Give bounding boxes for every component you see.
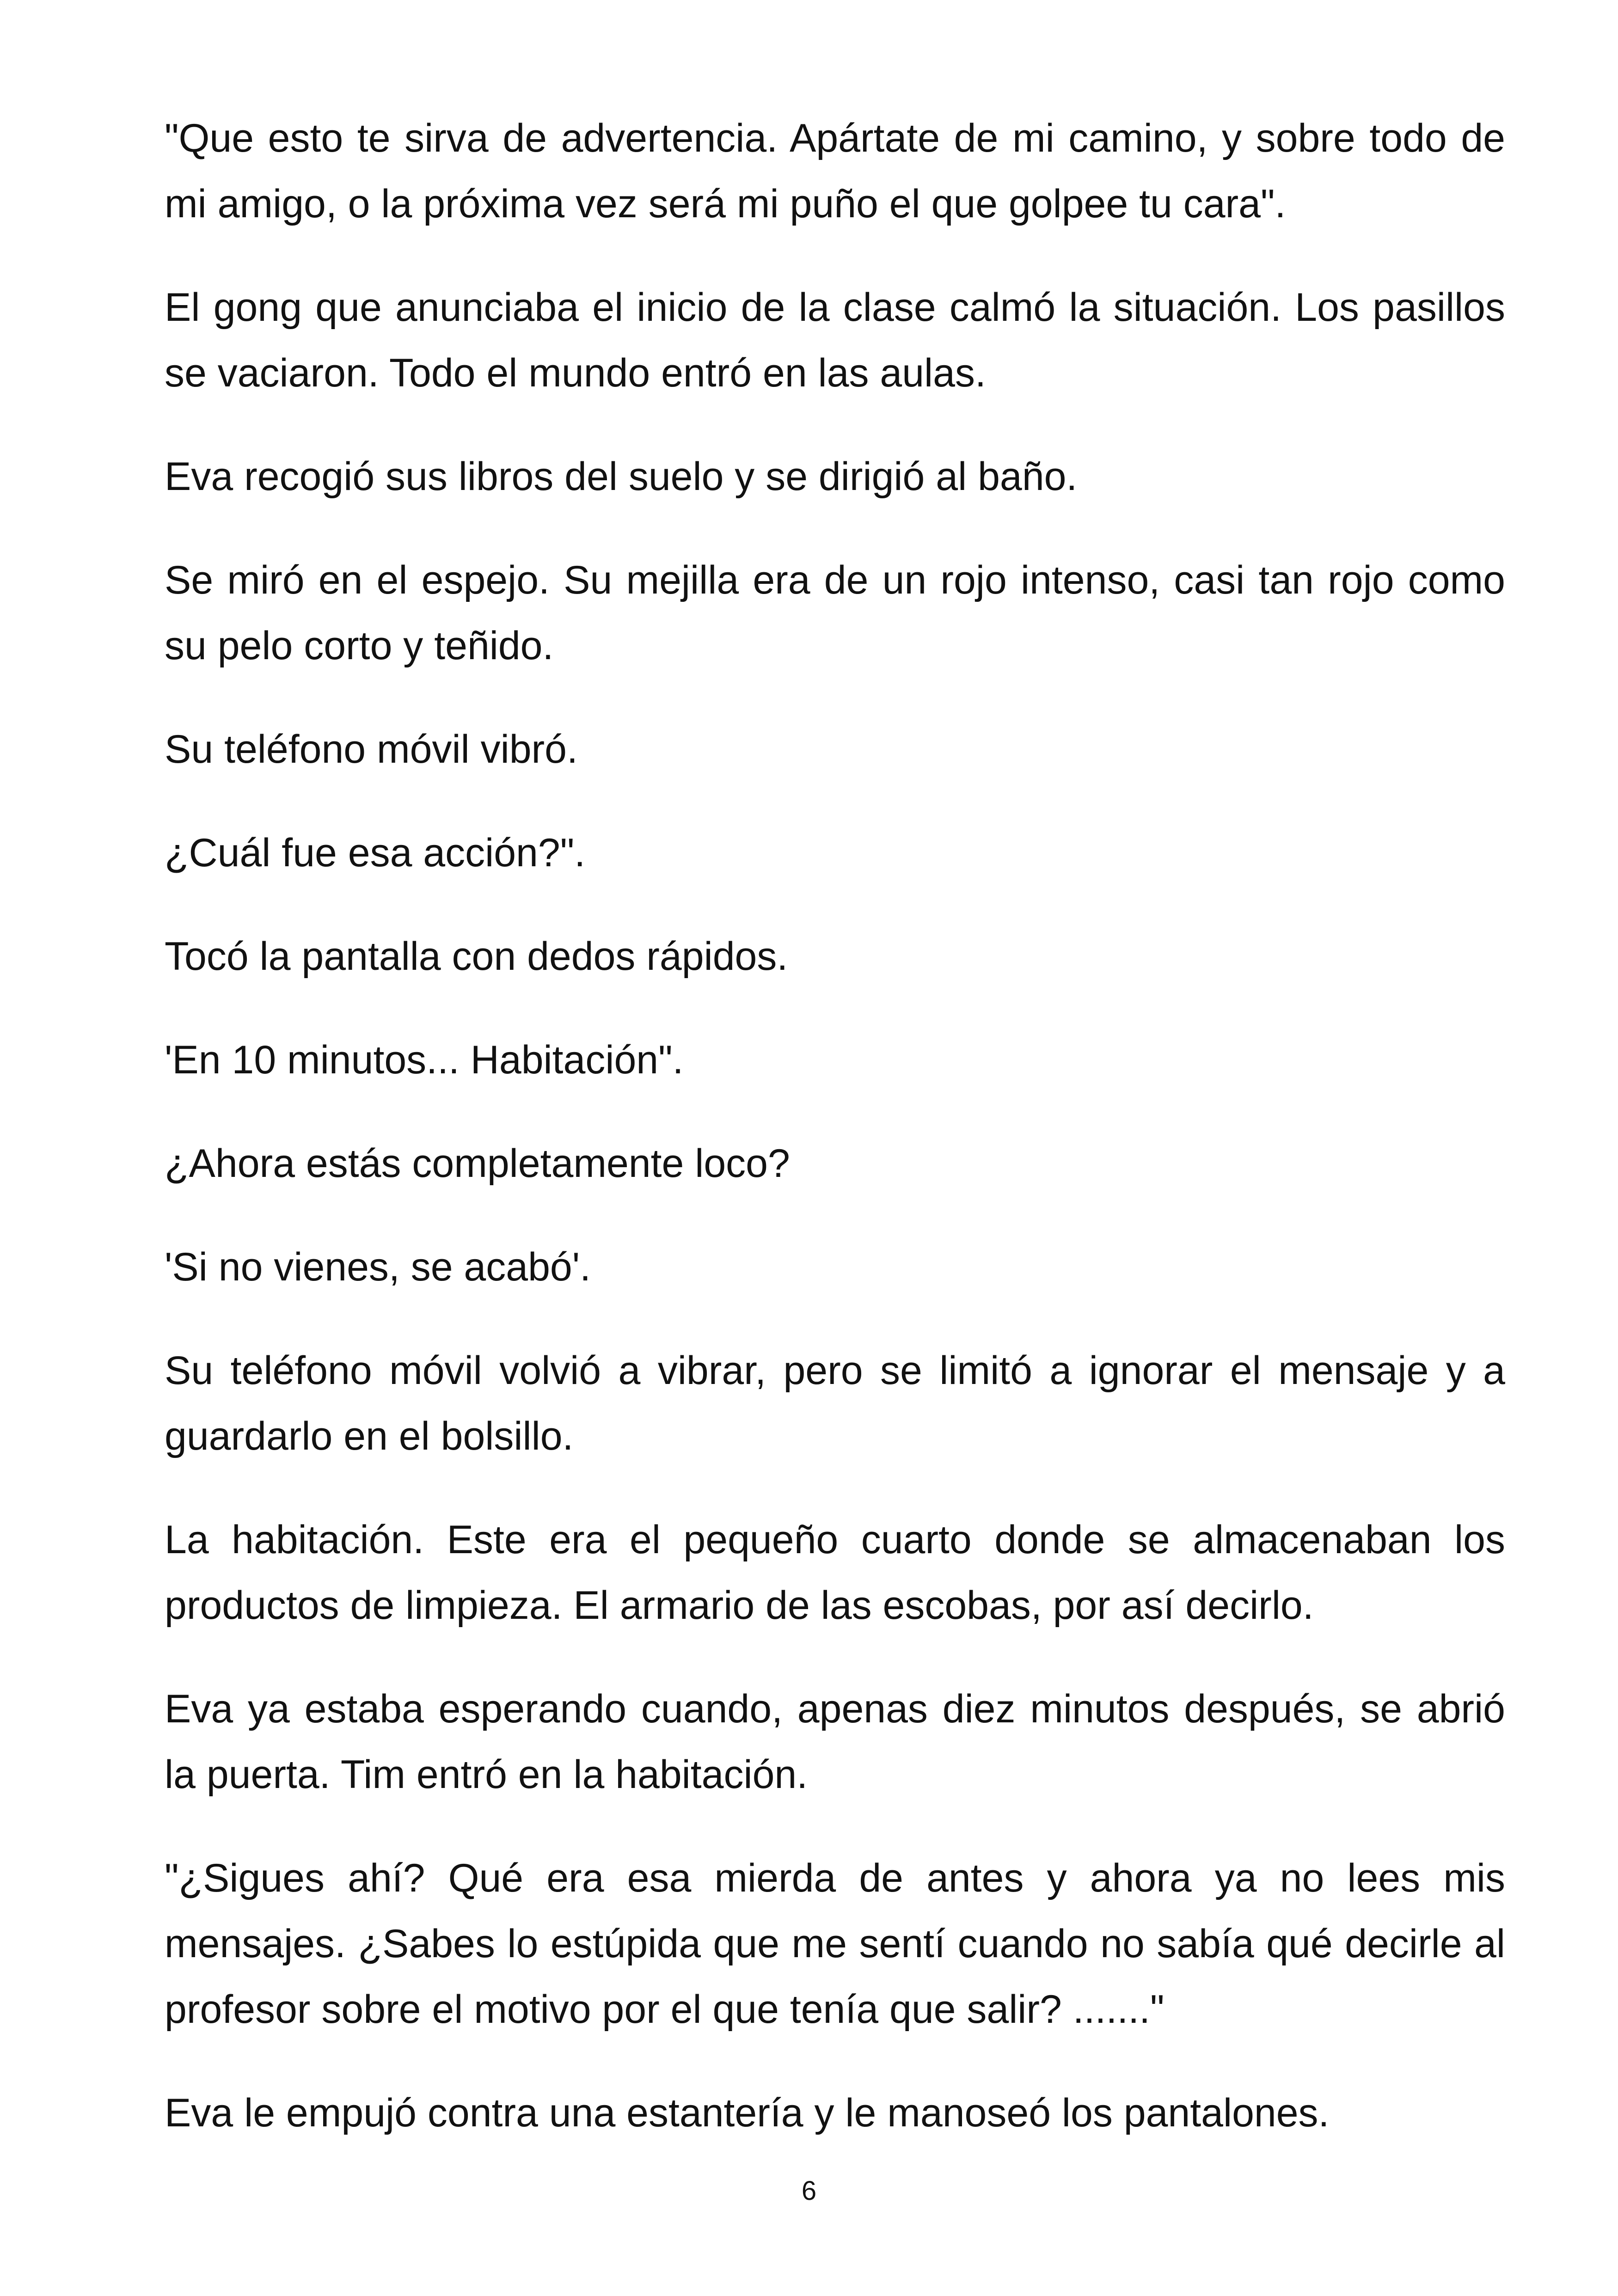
paragraph: Eva recogió sus libros del suelo y se dirigió al baño. xyxy=(165,454,1078,499)
paragraph: Tocó la pantalla con dedos rápidos. xyxy=(165,934,788,979)
page-body xyxy=(165,105,1505,2184)
paragraph: Su teléfono móvil volvió a vibrar, pero se limitó a ignorar el mensaje y a guardarlo en el bolsillo. xyxy=(165,1348,1505,1458)
paragraph: ¿Ahora estás completamente loco? xyxy=(165,1141,790,1186)
paragraph: 'En 10 minutos... Habitación". xyxy=(165,1038,684,1082)
paragraph: Eva le empujó contra una estantería y le manoseó los pantalones. xyxy=(165,2091,1330,2135)
paragraph: "Que esto te sirva de advertencia. Apártate de mi camino, y sobre todo de mi amigo, o la próxima vez será mi puño el que golpee tu cara". xyxy=(165,116,1505,226)
paragraph: El gong que anunciaba el inicio de la clase calmó la situación. Los pasillos se vaciaron. Todo el mundo entró en las aulas. xyxy=(165,285,1505,395)
paragraph: Eva ya estaba esperando cuando, apenas diez minutos después, se abrió la puerta. Tim entró en la habitación. xyxy=(165,1687,1505,1797)
paragraph: "¿Sigues ahí? Qué era esa mierda de antes y ahora ya no lees mis mensajes. ¿Sabes lo estúpida que me sentí cuando no sabía qué decirle al profesor sobre el motivo por el que tenía que salir? ......." xyxy=(165,1856,1505,2032)
page-number: 6 xyxy=(801,2176,817,2206)
paragraph: La habitación. Este era el pequeño cuarto donde se almacenaban los productos de limpieza. El armario de las escobas, por así decirlo. xyxy=(165,1518,1505,1628)
paragraph: 'Si no vienes, se acabó'. xyxy=(165,1245,591,1289)
paragraph: Su teléfono móvil vibró. xyxy=(165,727,578,771)
paragraph: ¿Cuál fue esa acción?". xyxy=(165,831,586,875)
paragraph: Se miró en el espejo. Su mejilla era de un rojo intenso, casi tan rojo como su pelo corto y teñido. xyxy=(165,558,1505,668)
